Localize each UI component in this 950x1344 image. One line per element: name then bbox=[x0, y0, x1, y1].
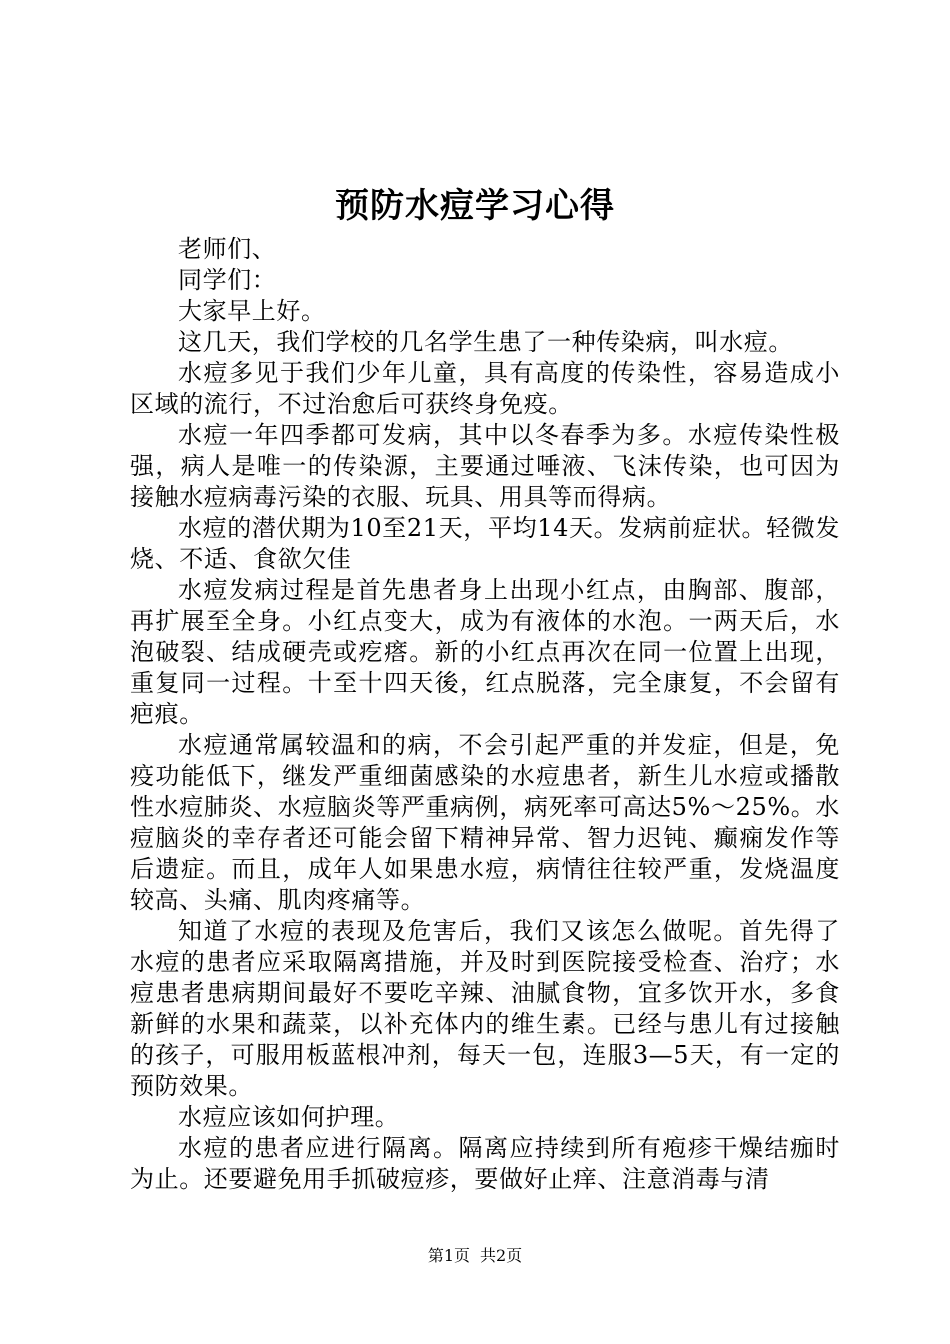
page-total: 共2页 bbox=[480, 1246, 523, 1265]
body-paragraph: 水痘一年四季都可发病，其中以冬春季为多。水痘传染性极强，病人是唯一的传染源，主要通过唾液、飞沫传染，也可因为接触水痘病毒污染的衣服、玩具、用具等而得病。 bbox=[130, 421, 840, 511]
body-paragraph: 水痘的患者应进行隔离。隔离应持续到所有疱疹干燥结痂时为止。还要避免用手抓破痘疹，要做好止痒、注意消毒与清 bbox=[130, 1134, 840, 1193]
salutation-students: 同学们： bbox=[178, 266, 277, 294]
document-body bbox=[130, 234, 840, 1195]
body-paragraph: 水痘的潜伏期为10至21天，平均14天。发病前症状。轻微发烧、不适、食欲欠佳 bbox=[130, 514, 840, 573]
salutation-teachers: 老师们、 bbox=[178, 235, 277, 263]
body-paragraph: 水痘应该如何护理。 bbox=[178, 1103, 400, 1131]
body-paragraph: 水痘多见于我们少年儿童，具有高度的传染性，容易造成小区域的流行，不过治愈后可获终身免疫。 bbox=[130, 359, 840, 418]
page-footer bbox=[0, 1244, 950, 1268]
body-paragraph: 知道了水痘的表现及危害后，我们又该怎么做呢。首先得了水痘的患者应采取隔离措施，并及时到医院接受检查、治疗；水痘患者患病期间最好不要吃辛辣、油腻食物，宜多饮开水，多食新鲜的水果和蔬菜，以补充体内的维生素。已经与患儿有过接触的孩子，可服用板蓝根冲剂，每天一包，连服3—5天，有一定的预防效果。 bbox=[130, 917, 840, 1100]
page-number: 第1页 bbox=[427, 1246, 470, 1265]
body-paragraph: 这几天，我们学校的几名学生患了一种传染病，叫水痘。 bbox=[178, 328, 793, 356]
body-paragraph: 水痘发病过程是首先患者身上出现小红点，由胸部、腹部，再扩展至全身。小红点变大，成为有液体的水泡。一两天后，水泡破裂、结成硬壳或疙瘩。新的小红点再次在同一位置上出现，重复同一过程。十至十四天後，红点脱落，完全康复，不会留有疤痕。 bbox=[130, 576, 840, 728]
greeting-paragraph: 大家早上好。 bbox=[178, 297, 326, 325]
document-title: 预防水痘学习心得 bbox=[335, 186, 615, 226]
body-paragraph: 水痘通常属较温和的病，不会引起严重的并发症，但是，免疫功能低下，继发严重细菌感染的水痘患者，新生儿水痘或播散性水痘肺炎、水痘脑炎等严重病例，病死率可高达5%～25%。水痘脑炎的幸存者还可能会留下精神异常、智力迟钝、癫痫发作等后遗症。而且，成年人如果患水痘，病情往往较严重，发烧温度较高、头痛、肌肉疼痛等。 bbox=[130, 731, 840, 914]
